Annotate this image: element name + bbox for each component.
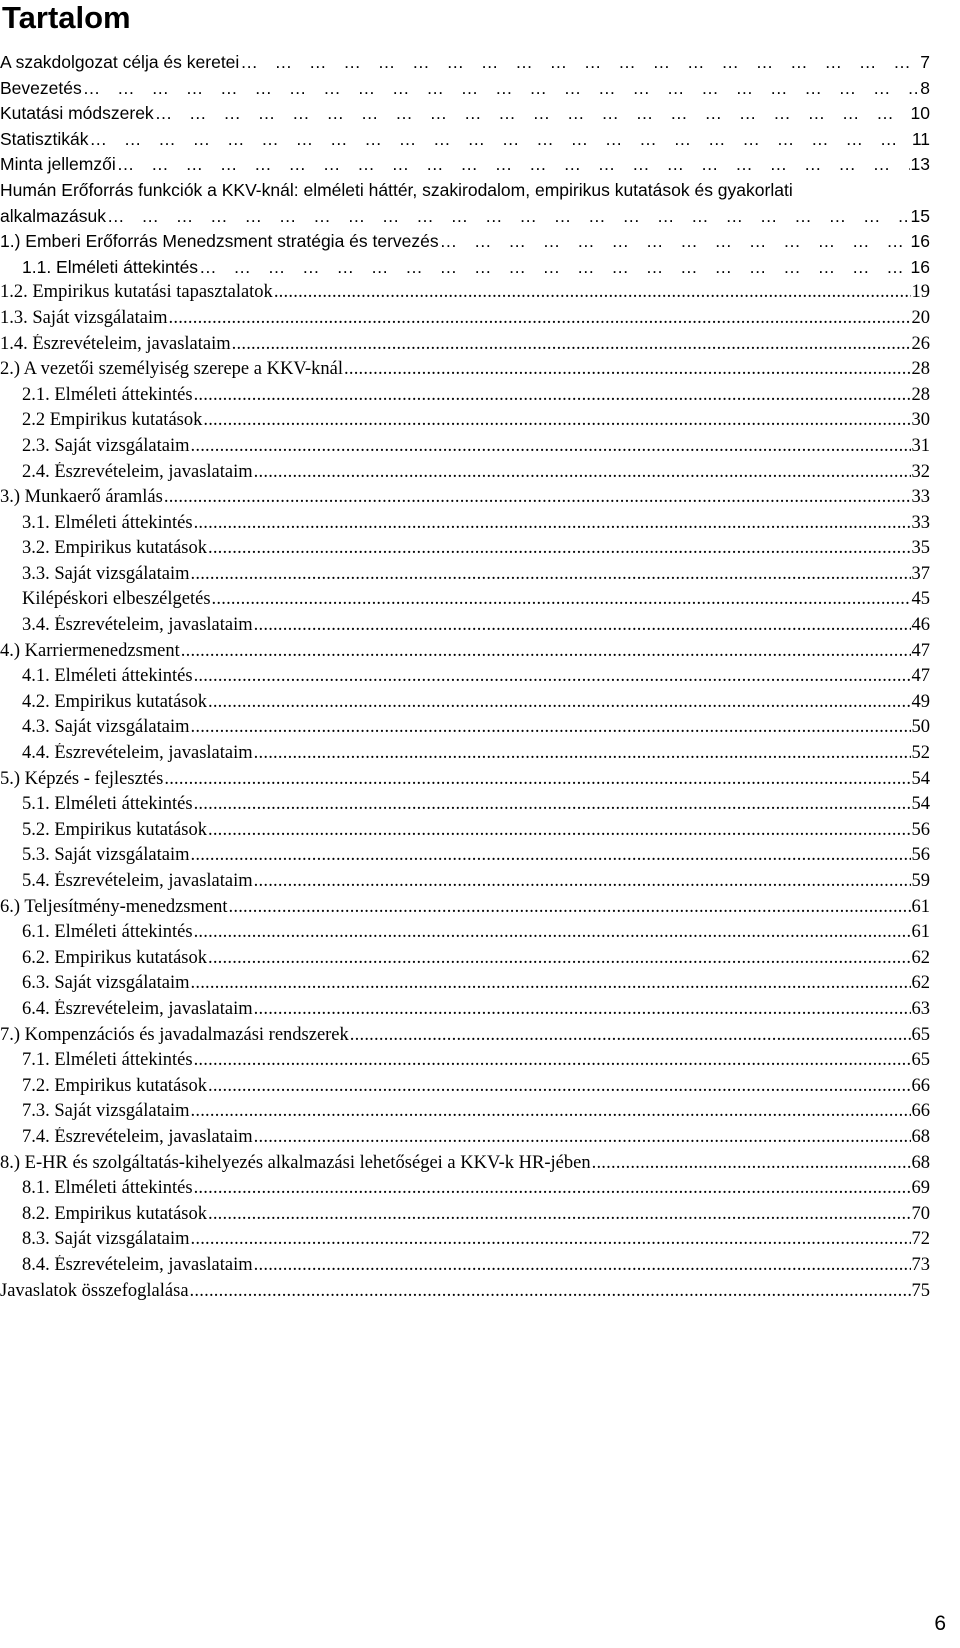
toc-page-number: 66 (911, 1075, 930, 1096)
toc-entry[interactable] (0, 845, 930, 871)
toc-entry[interactable] (0, 1204, 930, 1230)
toc-dot-leader (164, 769, 910, 790)
toc-entry[interactable] (0, 1178, 930, 1204)
toc-entry[interactable] (0, 666, 930, 692)
toc-entry-title: 2.3. Saját vizsgálataim (22, 435, 190, 456)
toc-page-number: 13 (910, 154, 930, 175)
toc-page-number: 28 (911, 384, 930, 405)
toc-entry-title: 8.2. Empirikus kutatások (22, 1203, 207, 1224)
toc-page-number: 62 (911, 973, 930, 994)
toc-page-number: 45 (911, 589, 930, 610)
toc-dot-leader (254, 1255, 911, 1276)
toc-entry[interactable] (0, 1101, 930, 1127)
toc-dot-leader (194, 922, 911, 943)
toc-page-number: 69 (911, 1178, 930, 1199)
toc-page-number: 66 (911, 1101, 930, 1122)
toc-entry-title: 5.2. Empirikus kutatások (22, 819, 207, 840)
toc-page-number: 35 (911, 538, 930, 559)
toc-entry-title: A szakdolgozat célja és keretei (0, 52, 240, 72)
toc-page-number: 32 (911, 461, 930, 482)
toc-dot-leader (164, 487, 911, 508)
toc-dot-leader (208, 1076, 911, 1097)
toc-dot-leader (208, 820, 911, 841)
toc-dot-leader (254, 999, 911, 1020)
toc-entry[interactable] (0, 564, 930, 590)
toc-dot-leader (191, 845, 911, 866)
toc-dot-leader (191, 717, 911, 738)
toc-entry-title: 1.3. Saját vizsgálataim (0, 307, 168, 328)
toc-page-number: 62 (911, 947, 930, 968)
toc-dot-leader (191, 564, 911, 585)
toc-page-number: 33 (911, 512, 930, 533)
toc-page-number: 20 (911, 307, 930, 328)
toc-entry-title: 3.2. Empirikus kutatások (22, 538, 207, 559)
toc-page-number: 11 (911, 128, 930, 149)
toc-entry-title: 1.1. Elméleti áttekintés (22, 256, 199, 277)
toc-dot-leader (254, 462, 911, 483)
toc-entry-title: 4.4. Észrevételeim, javaslataim (22, 743, 253, 764)
toc-dot-leader (232, 334, 911, 355)
toc-entry-line[interactable] (0, 180, 930, 206)
toc-entry[interactable] (0, 52, 930, 78)
toc-entry[interactable] (0, 410, 930, 436)
toc-entry[interactable] (0, 615, 930, 641)
toc-dot-leader (194, 513, 911, 534)
toc-entry[interactable] (0, 692, 930, 718)
toc-dot-leader (191, 973, 911, 994)
toc-entry-title: 6.3. Saját vizsgálataim (22, 973, 190, 994)
toc-entry[interactable] (0, 129, 930, 155)
toc-dot-leader (107, 206, 910, 227)
toc-entry-title: 8.3. Saját vizsgálataim (22, 1229, 190, 1250)
toc-dot-leader (117, 154, 910, 175)
toc-dot-leader (254, 743, 911, 764)
toc-entry-title: Javaslatok összefoglalása (0, 1280, 189, 1301)
toc-entry-title: 5.4. Észrevételeim, javaslataim (22, 871, 253, 891)
toc-page-number: 28 (911, 359, 930, 380)
toc-entry[interactable] (0, 820, 930, 846)
toc-page-number: 56 (911, 845, 930, 866)
toc-entry[interactable] (0, 589, 930, 615)
toc-entry[interactable] (0, 1076, 930, 1102)
toc-entry-title: 8.) E-HR és szolgáltatás-kihelyezés alkalmazási lehetőségei a KKV-k HR-jében (0, 1152, 591, 1173)
toc-entry-title: 7.) Kompenzációs és javadalmazási rendszerek (0, 1024, 349, 1045)
toc-dot-leader (254, 871, 911, 892)
toc-page-number: 50 (911, 717, 930, 738)
toc-entry-title: 3.4. Észrevételeim, javaslataim (22, 615, 253, 636)
toc-page-number: 33 (911, 487, 930, 508)
toc-page-number: 26 (911, 333, 930, 354)
toc-dot-leader (155, 103, 910, 124)
toc-entry[interactable] (0, 231, 930, 257)
toc-entry[interactable] (0, 641, 930, 667)
toc-page-number: 10 (910, 103, 930, 124)
toc-entry[interactable] (0, 717, 930, 743)
toc-entry[interactable] (0, 334, 930, 360)
toc-entry-title: Kutatási módszerek (0, 103, 154, 124)
toc-entry[interactable] (0, 1281, 930, 1307)
toc-entry-title: 6.4. Észrevételeim, javaslataim (22, 998, 253, 1019)
toc-page-number: 72 (911, 1229, 930, 1250)
toc-entry-title: 8.1. Elméleti áttekintés (22, 1178, 193, 1199)
toc-page-number: 16 (910, 256, 930, 277)
toc-entry-title: 2.1. Elméleti áttekintés (22, 384, 193, 405)
toc-entry-title: 1.4. Észrevételeim, javaslataim (0, 333, 231, 354)
toc-page-number: 70 (911, 1203, 930, 1224)
toc-entry-title: 3.1. Elméleti áttekintés (22, 512, 193, 533)
toc-page-number: 31 (911, 435, 930, 456)
toc-page-number: 30 (911, 410, 930, 431)
toc-dot-leader (208, 1204, 911, 1225)
toc-entry-title: 5.3. Saját vizsgálataim (22, 845, 190, 866)
toc-dot-leader (83, 78, 920, 99)
toc-page-number: 7 (920, 52, 930, 72)
toc-dot-leader (194, 794, 911, 815)
toc-page-number: 61 (911, 922, 930, 943)
toc-dot-leader (344, 359, 911, 380)
toc-dot-leader (229, 897, 911, 918)
toc-dot-leader (274, 282, 911, 303)
toc-entry[interactable] (0, 897, 930, 923)
toc-page-number: 63 (911, 998, 930, 1019)
toc-entry[interactable] (0, 308, 930, 334)
toc-page-number: 61 (911, 896, 930, 917)
toc-entry-title: alkalmazásuk (0, 205, 107, 226)
toc-entry-title: 4.) Karriermenedzsment (0, 640, 180, 661)
toc-page-number: 54 (911, 768, 930, 789)
toc-entry-title: 8.4. Észrevételeim, javaslataim (22, 1254, 253, 1275)
toc-entry-title: Kilépéskori elbeszélgetés (22, 589, 211, 610)
toc-entry-title: Bevezetés (0, 77, 82, 98)
toc-page-number: 19 (911, 282, 930, 303)
toc-entry[interactable] (0, 999, 930, 1025)
toc-page-number: 75 (911, 1280, 930, 1301)
toc-dot-leader (181, 641, 911, 662)
toc-page-number: 54 (911, 794, 930, 815)
toc-dot-leader (592, 1153, 911, 1174)
toc-page-number: 16 (910, 231, 930, 252)
toc-page-number: 52 (911, 743, 930, 764)
toc-entry[interactable] (0, 462, 930, 488)
toc-page-number: 68 (911, 1126, 930, 1147)
toc-page-number: 15 (910, 205, 930, 226)
toc-entry-title: 6.) Teljesítmény-menedzsment (0, 896, 228, 917)
toc-dot-leader (440, 231, 910, 252)
toc-entry[interactable] (0, 948, 930, 974)
toc-entry[interactable] (0, 1229, 930, 1255)
toc-entry-title: 7.4. Észrevételeim, javaslataim (22, 1126, 253, 1147)
toc-dot-leader (194, 385, 911, 406)
toc-entry-title: 7.2. Empirikus kutatások (22, 1075, 207, 1096)
toc-entry-title: 2.) A vezetői személyiség szerepe a KKV-knál (0, 359, 343, 380)
toc-page-number: 8 (920, 77, 930, 98)
toc-dot-leader (350, 1025, 911, 1046)
toc-dot-leader (254, 615, 911, 636)
toc-entry-title: 1.) Emberi Erőforrás Menedzsment stratégia és tervezés (0, 231, 439, 252)
toc-entry[interactable] (0, 359, 930, 385)
toc-entry-title: 6.1. Elméleti áttekintés (22, 922, 193, 943)
toc-page-number: 47 (911, 640, 930, 661)
toc-entry-title: 4.1. Elméleti áttekintés (22, 666, 193, 687)
toc-dot-leader (194, 666, 911, 687)
toc-entry[interactable] (0, 154, 930, 180)
toc-entry[interactable] (0, 282, 930, 308)
toc-page-number: 56 (911, 819, 930, 840)
toc-entry[interactable] (0, 385, 930, 411)
toc-dot-leader (90, 129, 911, 150)
toc-dot-leader (191, 1101, 911, 1122)
toc-entry[interactable] (0, 1153, 930, 1179)
toc-page-number: 49 (911, 691, 930, 712)
toc-entry-title: 3.3. Saját vizsgálataim (22, 563, 190, 584)
toc-entry-title: Statisztikák (0, 128, 89, 149)
toc-dot-leader (199, 257, 909, 278)
page-number: 6 (934, 1612, 946, 1635)
toc-page-number: 47 (911, 666, 930, 687)
toc-entry-title: Humán Erőforrás funkciók a KKV-knál: elméleti háttér, szakirodalom, empirikus kutatások és gyakorlati (0, 179, 793, 200)
toc-page-number: 73 (911, 1254, 930, 1275)
toc-entry[interactable] (0, 871, 930, 897)
toc-entry-title: 6.2. Empirikus kutatások (22, 947, 207, 968)
toc-entry-title: 1.2. Empirikus kutatási tapasztalatok (0, 282, 273, 303)
table-of-contents (0, 52, 930, 1306)
toc-entry[interactable] (0, 1025, 930, 1051)
toc-entry[interactable] (0, 513, 930, 539)
page-title: Tartalom (2, 0, 131, 35)
toc-entry-title: 3.) Munkaerő áramlás (0, 487, 163, 508)
toc-entry-title: 7.3. Saját vizsgálataim (22, 1101, 190, 1122)
toc-page-number: 46 (911, 615, 930, 636)
toc-dot-leader (208, 538, 911, 559)
toc-dot-leader (208, 948, 911, 969)
toc-entry[interactable] (0, 1127, 930, 1153)
toc-entry[interactable] (0, 769, 930, 795)
toc-entry-title: 4.2. Empirikus kutatások (22, 691, 207, 712)
toc-entry-title: 5.) Képzés - fejlesztés (0, 768, 164, 789)
toc-page-number: 59 (911, 871, 930, 891)
toc-entry[interactable] (0, 206, 930, 232)
toc-entry[interactable] (0, 257, 930, 283)
toc-entry[interactable] (0, 743, 930, 769)
toc-entry[interactable] (0, 922, 930, 948)
toc-page-number: 68 (911, 1152, 930, 1173)
toc-entry-title: 5.1. Elméleti áttekintés (22, 794, 193, 815)
toc-dot-leader (208, 692, 911, 713)
toc-entry[interactable] (0, 103, 930, 129)
toc-page-number: 65 (911, 1050, 930, 1071)
toc-page-number: 65 (911, 1024, 930, 1045)
toc-dot-leader (254, 1127, 911, 1148)
toc-entry-title: 4.3. Saját vizsgálataim (22, 717, 190, 738)
toc-dot-leader (191, 1229, 911, 1250)
toc-dot-leader (240, 52, 919, 73)
toc-dot-leader (191, 436, 911, 457)
toc-entry[interactable] (0, 1050, 930, 1076)
toc-entry-title: 2.4. Észrevételeim, javaslataim (22, 461, 253, 482)
toc-dot-leader (203, 410, 910, 431)
toc-entry[interactable] (0, 487, 930, 513)
toc-entry[interactable] (0, 794, 930, 820)
toc-entry-title: 7.1. Elméleti áttekintés (22, 1050, 193, 1071)
toc-dot-leader (212, 589, 911, 610)
toc-page-number: 37 (911, 563, 930, 584)
toc-entry[interactable] (0, 78, 930, 104)
toc-dot-leader (169, 308, 911, 329)
toc-entry[interactable] (0, 538, 930, 564)
toc-entry[interactable] (0, 436, 930, 462)
toc-dot-leader (194, 1178, 911, 1199)
toc-dot-leader (190, 1281, 911, 1302)
toc-entry[interactable] (0, 1255, 930, 1281)
toc-entry[interactable] (0, 973, 930, 999)
toc-entry-title: Minta jellemzői (0, 154, 116, 175)
toc-entry-title: 2.2 Empirikus kutatások (22, 410, 203, 431)
toc-dot-leader (194, 1050, 911, 1071)
